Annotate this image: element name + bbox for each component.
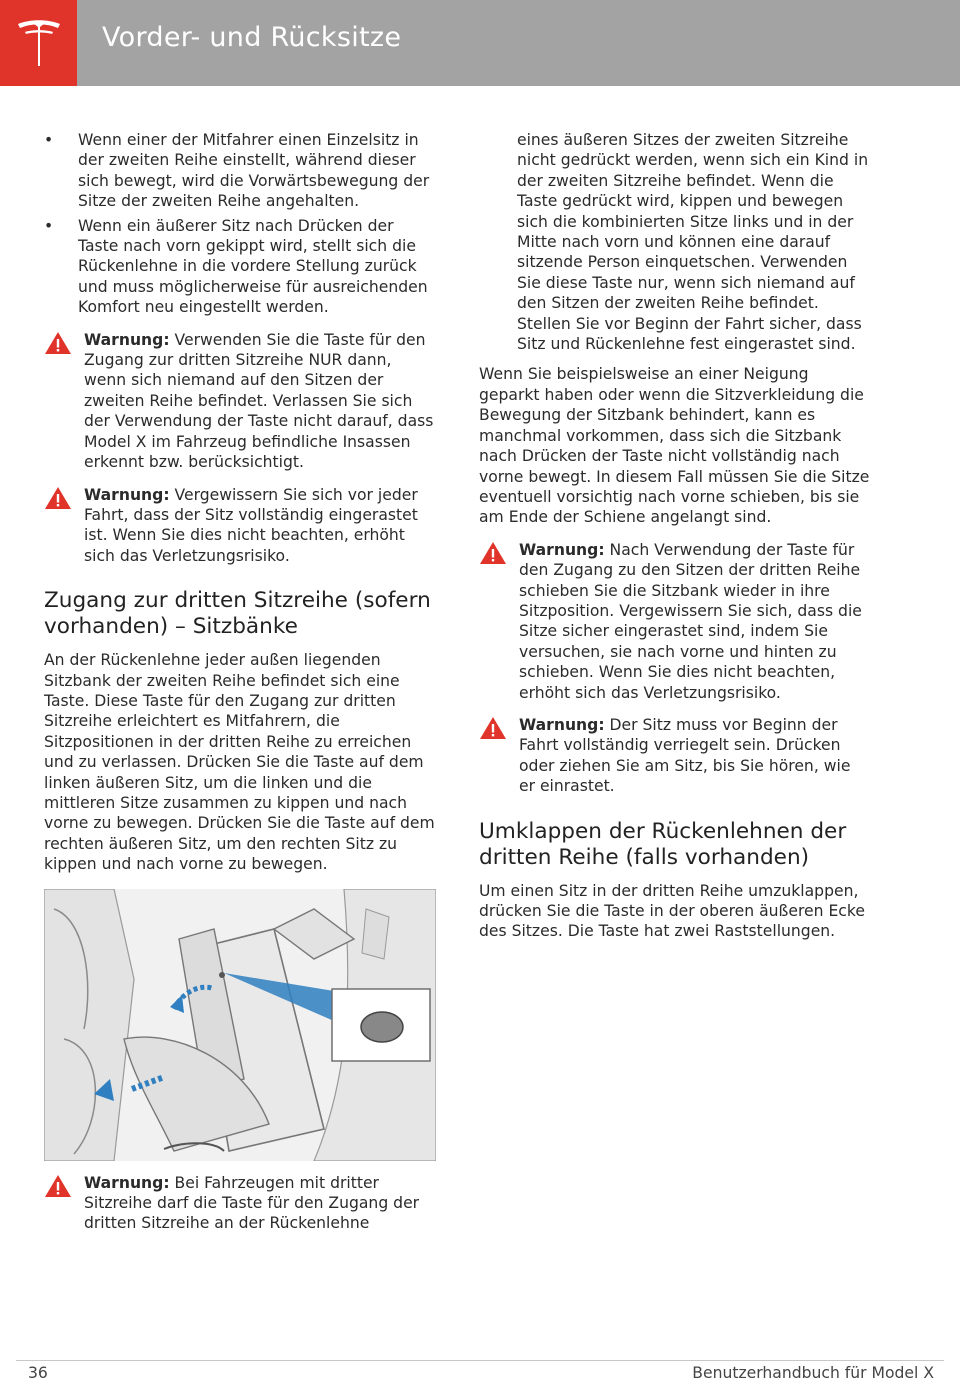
warning-block — [479, 715, 871, 797]
warning-text: Verwenden Sie die Taste für den Zugang zur dritten Sitzreihe NUR dann, wenn sich niemand auf den Sitzen der zweiten Reihe befindet. Verlassen Sie sich der Verwendung der Taste nicht darauf, dass Model X im Fahrzeug befindliche Insassen erkennt bzw. berücksichtigt. — [84, 330, 434, 472]
page-number: 36 — [28, 1364, 48, 1382]
warning-label: Warnung: — [519, 715, 605, 734]
section-heading: Umklappen der Rückenlehnen der dritten Reihe (falls vorhanden) — [479, 818, 847, 870]
seat-illustration — [44, 889, 436, 1161]
bullet-list — [44, 130, 436, 318]
warning-label: Warnung: — [84, 1173, 170, 1192]
warning-icon — [479, 716, 507, 740]
section-heading: Zugang zur dritten Sitzreihe (sofern vorhanden) – Sitzbänke — [44, 588, 431, 640]
warning-label: Warnung: — [84, 485, 170, 504]
warning-icon — [44, 1174, 72, 1198]
warning-text: Der Sitz muss vor Beginn der Fahrt vollständig verriegelt sein. Drücken oder ziehen Sie am Sitz, bis Sie hören, wie er einrastet. — [519, 715, 851, 796]
warning-icon — [479, 541, 507, 565]
brand-logo — [0, 0, 77, 86]
paragraph: Wenn Sie beispielsweise an einer Neigung geparkt haben oder wenn die Sitzverkleidung die Bewegung der Sitzbank behindert, kann es manchmal vorkommen, dass sich die Sitzbank nach Drücken der Taste nicht vollständig nach vorne bewegt. In diesem Fall müssen Sie die Sitze eventuell vorsichtig nach vorne schieben, bis sie am Ende der Schiene angelangt sind. — [479, 365, 870, 527]
warning-text: Nach Verwendung der Taste für den Zugang zu den Sitzen der dritten Reihe schieben Sie die Sitzbank wieder in ihre Sitzposition. Vergewissern Sie sich, dass die Sitze sicher eingerastet sind, indem Sie versuchen, sie nach vorne und hinten zu schieben. Wenn Sie dies nicht beachten, erhöht sich das Verletzungsrisiko. — [519, 540, 862, 702]
warning-icon — [44, 331, 72, 355]
right-column — [479, 122, 871, 952]
section-paragraph: An der Rückenlehne jeder außen liegenden Sitzbank der zweiten Reihe befindet sich eine Taste. Diese Taste für den Zugang zur dritten Sitzreihe erleichtert es Mitfahrern, die Sitzpositionen in der dritten Reihe zu erreichen und zu verlassen. Drücken Sie die Taste auf dem linken äußeren Sitz, um die linken und die mittleren Sitze zusammen zu kippen und nach vorne zu bewegen. Drücken Sie die Taste auf dem rechten äußeren Sitz, um den rechten Sitz zu kippen und nach vorne zu bewegen. — [44, 651, 435, 874]
warning-block — [44, 330, 436, 473]
warning-block — [44, 485, 436, 567]
warning-label: Warnung: — [84, 330, 170, 349]
section-paragraph: Um einen Sitz in der dritten Reihe umzuklappen, drücken Sie die Taste in der oberen äußeren Ecke des Sitzes. Die Taste hat zwei Raststellungen. — [479, 881, 865, 941]
warning-label: Warnung: — [519, 540, 605, 559]
warning-block — [479, 540, 871, 703]
page-header — [0, 0, 960, 86]
footer-divider — [16, 1360, 944, 1361]
bullet-item: • Wenn einer der Mitfahrer einen Einzelsitz in der zweiten Reihe einstellt, während dieser sich bewegt, wird die Vorwärtsbewegung der Sitze der zweiten Reihe angehalten. — [44, 130, 436, 212]
left-column — [44, 122, 436, 1244]
footer-title: Benutzerhandbuch für Model X — [692, 1364, 934, 1382]
tesla-logo-icon — [16, 18, 62, 68]
warning-text: Bei Fahrzeugen mit dritter Sitzreihe darf die Taste für den Zugang der dritten Sitzreihe an der Rückenlehne — [84, 1173, 420, 1233]
warning-text: Vergewissern Sie sich vor jeder Fahrt, dass der Sitz vollständig eingerastet ist. Wenn Sie dies nicht beachten, erhöht sich das Verletzungsrisiko. — [84, 485, 418, 565]
warning-icon — [44, 486, 72, 510]
bullet-item: • Wenn ein äußerer Sitz nach Drücken der Taste nach vorn gekippt wird, stellt sich die Rückenlehne in die vordere Stellung zurück und muss möglicherweise für ausreichenden Komfort neu eingestellt werden. — [44, 216, 436, 318]
warning-continuation: eines äußeren Sitzes der zweiten Sitzreihe nicht gedrückt werden, wenn sich ein Kind in der zweiten Sitzreihe befindet. Wenn die Taste gedrückt wird, kippen und bewegen sich die kombinierten Sitze links und in der Mitte nach vorn und können eine darauf sitzende Person einquetschen. Verwenden Sie diese Taste nur, wenn sich niemand auf den Sitzen der zweiten Reihe befindet. Stellen Sie vor Beginn der Fahrt sicher, dass Sitz und Rückenlehne fest eingerastet sind. — [517, 131, 869, 354]
seat-diagram-image — [44, 889, 436, 1161]
warning-block — [44, 1173, 436, 1234]
page-title: Vorder- und Rücksitze — [102, 22, 402, 53]
